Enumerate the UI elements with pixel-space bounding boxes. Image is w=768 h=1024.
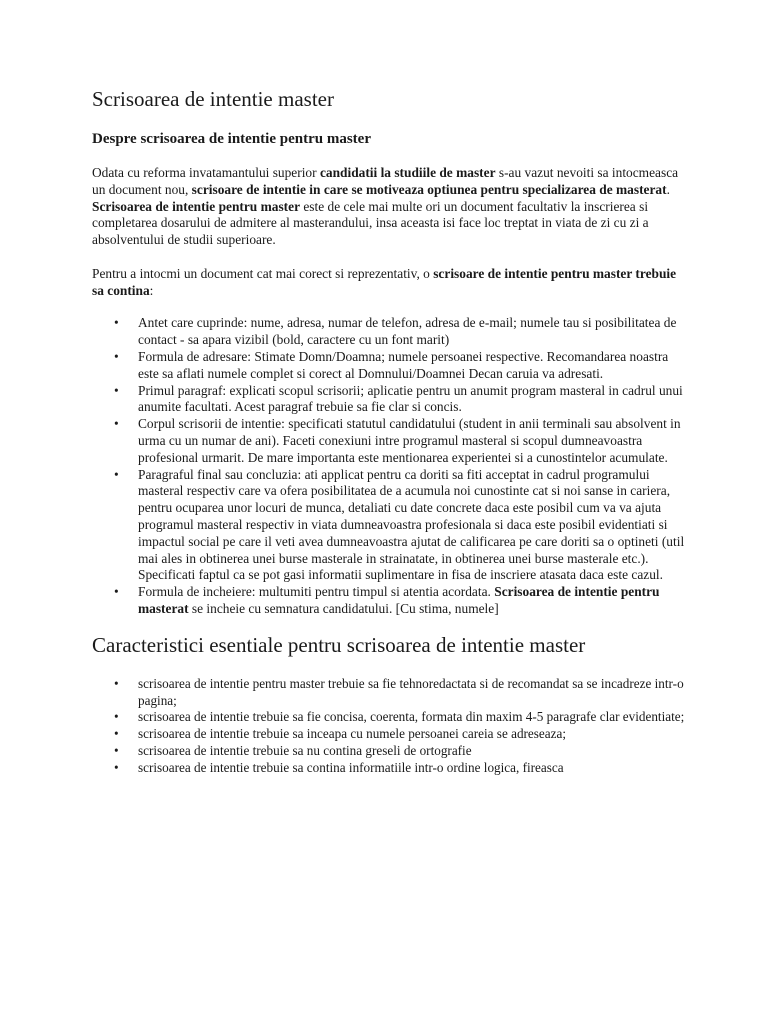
intro-paragraph-2	[92, 199, 688, 249]
list-item: • Paragraful final sau concluzia: ati applicat pentru ca doriti sa fiti acceptat in cadrul programului masteral respectiv care va ofera posibilitatea de a acumula noi cunostinte cat si noi sanse in cariera, pentru ocuparea unor locuri de munca, detaliati cu date concrete daca este posibil cum va va ajuta programul masteral respectiv in viata dumneavoastra profesionala si daca este posibil evidentiati si impactul social pe care il veti avea dumneavoastra ajutat de calificarea pe care doriti sa o optineti (util mai ales in obtinerea unei burse masterale in strainatate, in obtinerea unei burse masterale etc.). Specificati faptul ca se pot gasi informatii suplimentare in fisa de inscriere atasata daca este cazul.	[92, 467, 688, 585]
list-item: • Corpul scrisorii de intentie: specificati statutul candidatului (student in anii terminali sau absolvent in urma cu un numar de ani). Faceti conexiuni intre programul masteral si scopul dumneavoastra profesional urmarit. De mare importanta este mentionarea experientei si a cunostintelor acumulate.	[92, 416, 688, 466]
list-item: • scrisoarea de intentie trebuie sa fie concisa, coerenta, formata din maxim 4-5 paragrafe clar evidentiate;	[92, 709, 688, 726]
lead-paragraph	[92, 266, 688, 300]
document-title: Scrisoarea de intentie master	[92, 87, 334, 111]
list-item: • Primul paragraf: explicati scopul scrisorii; aplicatie pentru un anumit program masteral in cadrul unui anumite facultati. Acest paragraf trebuie sa fie clar si concis.	[92, 383, 688, 417]
intro2-bold-1: Scrisoarea de intentie pentru master	[92, 198, 301, 214]
lead-text-1: Pentru a intocmi un document cat mai corect si reprezentativ, o	[92, 265, 434, 281]
contents-list	[92, 315, 688, 617]
intro-bold-2: scrisoare de intentie in care se motiveaza optiunea pentru specializarea de masterat	[191, 181, 667, 197]
section-subtitle: Despre scrisoarea de intentie pentru master	[92, 131, 371, 147]
list-item: • scrisoarea de intentie trebuie sa inceapa cu numele persoanei careia se adreseaza;	[92, 726, 688, 743]
list-item: • scrisoarea de intentie trebuie sa nu contina greseli de ortografie	[92, 743, 688, 760]
document-content	[92, 86, 688, 777]
list-item: • scrisoarea de intentie pentru master trebuie sa fie tehnoredactata si de recomandat sa se incadreze intr-o pagina;	[92, 676, 688, 710]
paragraph-spacer	[92, 249, 688, 266]
closing-text-2: se incheie cu semnatura candidatului. [Cu stima, numele]	[188, 600, 499, 616]
lead-text-2: :	[149, 282, 154, 298]
intro-text-2: s-au vazut nevoiti sa intocmeasca un document nou,	[92, 165, 679, 197]
closing-text-1: Formula de incheiere: multumiti pentru timpul si atentia acordata.	[138, 584, 495, 600]
list-item: • scrisoarea de intentie trebuie sa contina informatiile intr-o ordine logica, fireasca	[92, 760, 688, 777]
intro-bold-1: candidatii la studiile de master	[319, 165, 496, 180]
lead-bold-1: scrisoare de intentie pentru master trebuie sa contina	[92, 265, 677, 298]
intro2-text-1: este de cele mai multe ori un document facultativ la inscrierea si completarea dosarului de admitere al masterandului, insa aceasta isi face loc treptat in viata de zi cu zi a absolventului de studii superioare.	[92, 198, 649, 248]
list-item: • Formula de adresare: Stimate Domn/Doamna; numele persoanei respective. Recomandarea noastra este sa aflati numele complet si corect al Domnului/Doamnei Decan caruia va adresati.	[92, 349, 688, 383]
section-heading: Caracteristici esentiale pentru scrisoarea de intentie master	[92, 632, 586, 657]
closing-bold-1: Scrisoarea de intentie pentru masterat	[138, 584, 660, 616]
characteristics-list	[92, 676, 688, 777]
list-item-closing	[92, 584, 688, 618]
intro-paragraph	[92, 165, 688, 199]
intro-text-3: .	[666, 181, 670, 197]
list-item: • Antet care cuprinde: nume, adresa, numar de telefon, adresa de e-mail; numele tau si posibilitatea de contact - sa apara vizibil (bold, caractere cu un font marit)	[92, 315, 688, 349]
intro-text-1: Odata cu reforma invatamantului superior	[92, 165, 320, 180]
